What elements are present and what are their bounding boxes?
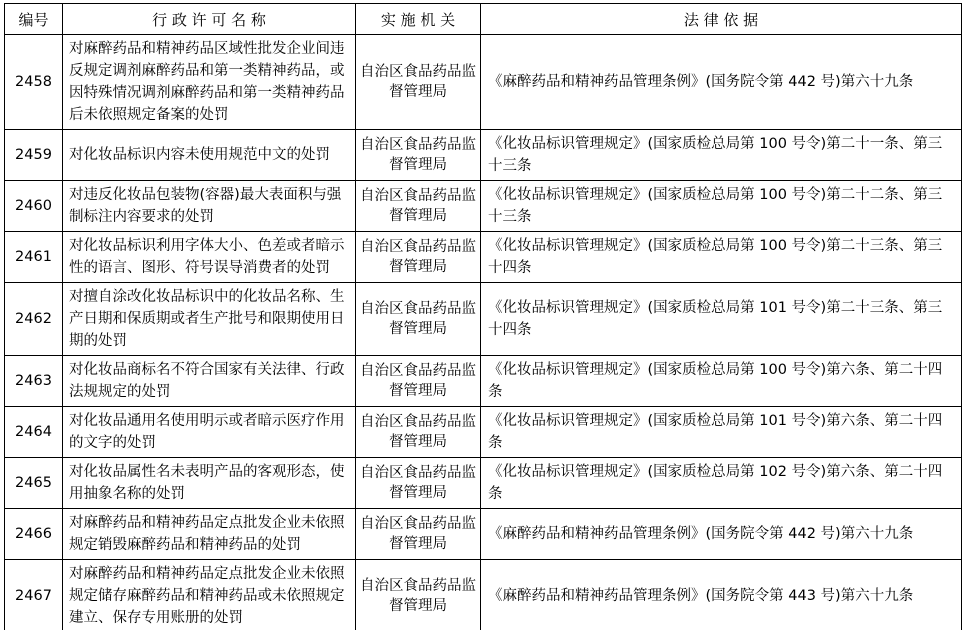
cell-org xyxy=(356,283,481,356)
cell-name-text: 对擅自涂改化妆品标识中的化妆品名称、生产日期和保质期或者生产批号和限期使用日期的处罚 xyxy=(69,289,345,349)
cell-law xyxy=(481,130,962,181)
cell-no: 2462 xyxy=(5,283,63,356)
cell-name-text: 对麻醉药品和精神药品区域性批发企业间违反规定调剂麻醉药品和第一类精神药品，或因特殊情况调剂麻醉药品和第一类精神药品后未依照规定备案的处罚 xyxy=(69,41,345,123)
cell-law-text: 《化妆品标识管理规定》(国家质检总局第 100 号令)第六条、第二十四条 xyxy=(488,362,943,400)
cell-org xyxy=(356,130,481,181)
cell-org-text: 自治区食品药品监督管理局 xyxy=(360,578,476,614)
table-row xyxy=(5,232,962,283)
cell-name xyxy=(63,407,356,458)
cell-law-text: 《化妆品标识管理规定》(国家质检总局第 102 号令)第六条、第二十四条 xyxy=(488,464,943,502)
cell-name xyxy=(63,35,356,130)
cell-law-text: 《麻醉药品和精神药品管理条例》(国务院令第 442 号)第六十九条 xyxy=(488,526,914,542)
cell-name xyxy=(63,181,356,232)
cell-law xyxy=(481,232,962,283)
cell-org-text: 自治区食品药品监督管理局 xyxy=(360,64,476,100)
cell-no: 2467 xyxy=(5,560,63,630)
cell-name-text: 对麻醉药品和精神药品定点批发企业未依照规定储存麻醉药品和精神药品或未依照规定建立、保存专用账册的处罚 xyxy=(69,566,345,626)
cell-law-text: 《化妆品标识管理规定》(国家质检总局第 100 号令)第二十三条、第三十四条 xyxy=(488,238,943,276)
cell-org-text: 自治区食品药品监督管理局 xyxy=(360,137,476,173)
table-row xyxy=(5,560,962,630)
cell-org xyxy=(356,35,481,130)
cell-org xyxy=(356,232,481,283)
cell-org xyxy=(356,181,481,232)
cell-org-text: 自治区食品药品监督管理局 xyxy=(360,465,476,501)
cell-law-text: 《麻醉药品和精神药品管理条例》(国务院令第 442 号)第六十九条 xyxy=(488,74,914,90)
cell-no: 2464 xyxy=(5,407,63,458)
cell-law-text: 《化妆品标识管理规定》(国家质检总局第 101 号令)第六条、第二十四条 xyxy=(488,413,943,451)
cell-no: 2463 xyxy=(5,356,63,407)
table-row xyxy=(5,407,962,458)
cell-name xyxy=(63,356,356,407)
table-row xyxy=(5,181,962,232)
cell-name-text: 对化妆品标识内容未使用规范中文的处罚 xyxy=(69,147,330,163)
cell-name xyxy=(63,283,356,356)
cell-no: 2466 xyxy=(5,509,63,560)
cell-name-text: 对违反化妆品包装物(容器)最大表面积与强制标注内容要求的处罚 xyxy=(69,187,342,225)
table-row xyxy=(5,509,962,560)
table-row xyxy=(5,356,962,407)
table-header-row xyxy=(5,4,962,35)
cell-no: 2465 xyxy=(5,458,63,509)
cell-name-text: 对化妆品商标名不符合国家有关法律、行政法规规定的处罚 xyxy=(69,362,345,400)
table-row xyxy=(5,130,962,181)
cell-org xyxy=(356,356,481,407)
table-header xyxy=(5,4,962,35)
cell-org-text: 自治区食品药品监督管理局 xyxy=(360,363,476,399)
cell-law xyxy=(481,181,962,232)
cell-name-text: 对化妆品属性名未表明产品的客观形态，使用抽象名称的处罚 xyxy=(69,464,345,502)
column-header-name: 行 政 许 可 名 称 xyxy=(63,4,356,35)
cell-law xyxy=(481,509,962,560)
column-header-org: 实 施 机 关 xyxy=(356,4,481,35)
cell-law-text: 《化妆品标识管理规定》(国家质检总局第 101 号令)第二十三条、第三十四条 xyxy=(488,300,943,338)
cell-law-text: 《麻醉药品和精神药品管理条例》(国务院令第 443 号)第六十九条 xyxy=(488,588,914,604)
table-row xyxy=(5,458,962,509)
cell-org-text: 自治区食品药品监督管理局 xyxy=(360,516,476,552)
cell-name-text: 对麻醉药品和精神药品定点批发企业未依照规定销毁麻醉药品和精神药品的处罚 xyxy=(69,515,345,553)
cell-org xyxy=(356,458,481,509)
cell-name xyxy=(63,509,356,560)
column-header-no: 编号 xyxy=(5,4,63,35)
cell-name-text: 对化妆品标识利用字体大小、色差或者暗示性的语言、图形、符号误导消费者的处罚 xyxy=(69,238,345,276)
cell-org xyxy=(356,407,481,458)
cell-name xyxy=(63,458,356,509)
cell-law xyxy=(481,35,962,130)
table-row xyxy=(5,283,962,356)
cell-org-text: 自治区食品药品监督管理局 xyxy=(360,188,476,224)
cell-law xyxy=(481,283,962,356)
cell-no: 2458 xyxy=(5,35,63,130)
cell-org xyxy=(356,509,481,560)
cell-name xyxy=(63,130,356,181)
cell-org-text: 自治区食品药品监督管理局 xyxy=(360,414,476,450)
cell-law xyxy=(481,560,962,630)
column-header-law: 法 律 依 据 xyxy=(481,4,962,35)
cell-law-text: 《化妆品标识管理规定》(国家质检总局第 100 号令)第二十二条、第三十三条 xyxy=(488,187,943,225)
cell-name-text: 对化妆品通用名使用明示或者暗示医疗作用的文字的处罚 xyxy=(69,413,345,451)
cell-org xyxy=(356,560,481,630)
cell-org-text: 自治区食品药品监督管理局 xyxy=(360,301,476,337)
cell-no: 2459 xyxy=(5,130,63,181)
cell-name xyxy=(63,560,356,630)
cell-org-text: 自治区食品药品监督管理局 xyxy=(360,239,476,275)
cell-law xyxy=(481,356,962,407)
cell-name xyxy=(63,232,356,283)
table-row xyxy=(5,35,962,130)
cell-law xyxy=(481,458,962,509)
cell-no: 2461 xyxy=(5,232,63,283)
cell-no: 2460 xyxy=(5,181,63,232)
cell-law-text: 《化妆品标识管理规定》(国家质检总局第 100 号令)第二十一条、第三十三条 xyxy=(488,136,943,174)
table-body xyxy=(5,35,962,630)
administrative-permit-table xyxy=(4,3,962,630)
cell-law xyxy=(481,407,962,458)
